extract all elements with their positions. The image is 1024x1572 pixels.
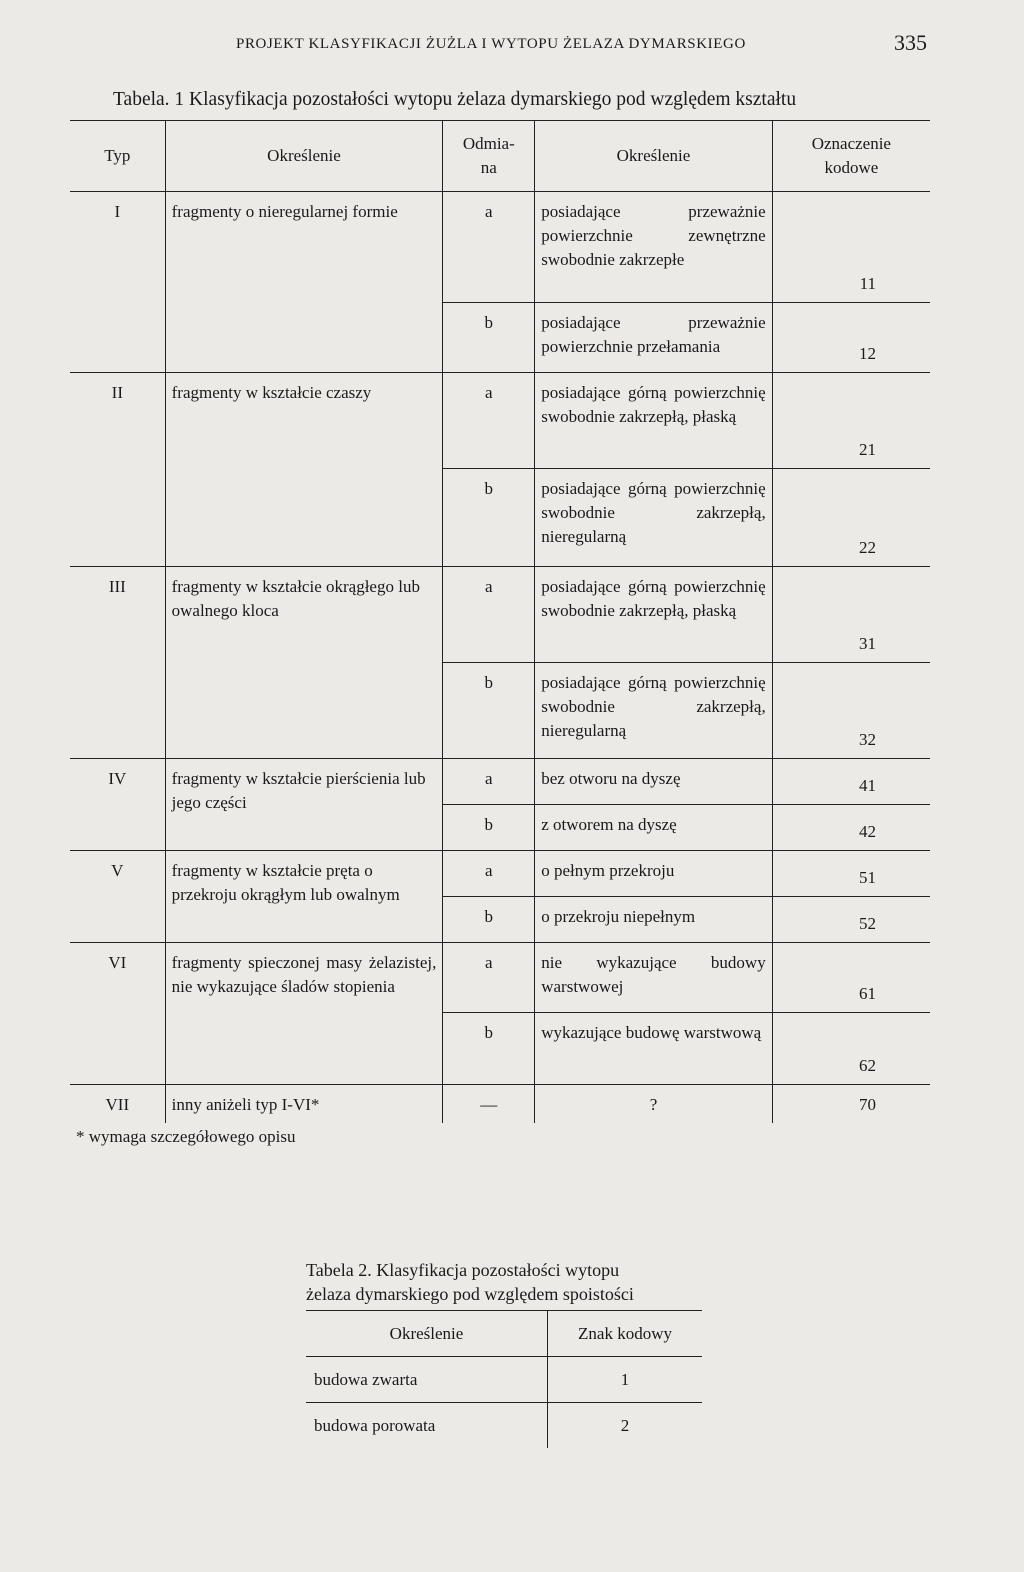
header-kod-line2: kodowe — [824, 158, 879, 177]
header-kod-line1: Oznaczenie — [811, 134, 891, 153]
cell-typ: V — [70, 851, 165, 943]
cell-opis: o przekroju niepełnym — [535, 897, 772, 943]
table2-caption — [306, 1258, 726, 1306]
table2-caption-line1: Tabela 2. Klasyfikacja pozostałości wytopu — [306, 1260, 620, 1280]
cell-okreslenie: fragmenty w kształcie czaszy — [165, 373, 443, 567]
header-odmiana-line2: na — [480, 158, 497, 177]
table2-caption-line2: żelaza dymarskiego pod względem spoistości — [306, 1284, 634, 1304]
header-odmiana — [443, 121, 535, 192]
table-row — [70, 943, 930, 1013]
cell-opis: posiadające górną powierzchnię swobodnie zakrzepłą, nieregularną — [535, 469, 772, 567]
cell-kod: 21 — [772, 373, 930, 469]
table2-header-row — [306, 1311, 702, 1357]
table1-footnote: * wymaga szczegółowego opisu — [76, 1127, 296, 1146]
cell-odmiana: — — [443, 1085, 535, 1124]
cell-odmiana: b — [443, 805, 535, 851]
cell-odmiana: b — [443, 663, 535, 759]
cell-okreslenie: fragmenty w kształcie pręta o przekroju okrągłym lub owalnym — [165, 851, 443, 943]
cell-odmiana: b — [443, 469, 535, 567]
page-number: 335 — [894, 30, 927, 55]
cell-typ: IV — [70, 759, 165, 851]
cell-typ: VI — [70, 943, 165, 1085]
cell-kod: 12 — [772, 303, 930, 373]
cell-opis: posiadające górną powierzchnię swobodnie zakrzepłą, płaską — [535, 373, 772, 469]
cell-kod: 52 — [772, 897, 930, 943]
cell-typ: III — [70, 567, 165, 759]
cell-kod: 31 — [772, 567, 930, 663]
cell-kod: 62 — [772, 1013, 930, 1085]
cell-kod: 41 — [772, 759, 930, 805]
cell-typ: I — [70, 192, 165, 373]
cell-odmiana: b — [443, 1013, 535, 1085]
cell-opis: wykazujące budowę warstwową — [535, 1013, 772, 1085]
cell-okreslenie: fragmenty spieczonej masy żelazistej, nie wykazujące śladów stopienia — [165, 943, 443, 1085]
table1-shape-classification — [70, 120, 930, 1123]
cell-okreslenie: fragmenty w kształcie pierścienia lub jego części — [165, 759, 443, 851]
header-typ: Typ — [70, 121, 165, 192]
cell-opis: o pełnym przekroju — [535, 851, 772, 897]
cell-okreslenie: fragmenty w kształcie okrągłego lub owalnego kloca — [165, 567, 443, 759]
table-row — [70, 851, 930, 897]
table-row — [70, 567, 930, 663]
cell-kod: 32 — [772, 663, 930, 759]
cell-kod: 22 — [772, 469, 930, 567]
table-row — [70, 373, 930, 469]
running-header: PROJEKT KLASYFIKACJI ŻUŻLA I WYTOPU ŻELAZA DYMARSKIEGO — [236, 36, 746, 52]
table1-caption: Tabela. 1 Klasyfikacja pozostałości wytopu żelaza dymarskiego pod względem kształtu — [113, 89, 797, 110]
cell-opis: ? — [535, 1085, 772, 1124]
cell-kod: 70 — [772, 1085, 930, 1124]
cell-odmiana: b — [443, 897, 535, 943]
cell-odmiana: a — [443, 373, 535, 469]
header-znak-kodowy: Znak kodowy — [548, 1311, 703, 1357]
cell-kod: 42 — [772, 805, 930, 851]
table-row — [70, 1085, 930, 1124]
table-row — [306, 1357, 702, 1403]
cell-opis: posiadające przeważnie powierzchnie przełamania — [535, 303, 772, 373]
header-okreslenie: Określenie — [306, 1311, 548, 1357]
cell-opis: bez otworu na dyszę — [535, 759, 772, 805]
table-row — [70, 759, 930, 805]
cell-opis: z otworem na dyszę — [535, 805, 772, 851]
cell-odmiana: a — [443, 567, 535, 663]
cell-znak: 1 — [548, 1357, 703, 1403]
header-kod — [772, 121, 930, 192]
cell-kod: 11 — [859, 274, 876, 293]
table2-cohesion-classification — [306, 1310, 702, 1448]
cell-opis: posiadające górną powierzchnię swobodnie zakrzepłą, płaską — [535, 567, 772, 663]
cell-typ: VII — [70, 1085, 165, 1124]
cell-okreslenie: inny aniżeli typ I-VI* — [165, 1085, 443, 1124]
cell-odmiana: a — [443, 192, 535, 303]
cell-odmiana: a — [443, 759, 535, 805]
header-odmiana-line1: Odmia- — [462, 134, 515, 153]
cell-okreslenie: fragmenty o nieregularnej formie — [165, 192, 443, 373]
cell-typ: II — [70, 373, 165, 567]
cell-odmiana: a — [443, 851, 535, 897]
cell-kod: 61 — [772, 943, 930, 1013]
cell-opis: posiadające przeważnie powierzchnie zewnętrzne swobodnie zakrzepłe — [535, 192, 772, 303]
table-row — [70, 192, 930, 303]
cell-odmiana: b — [443, 303, 535, 373]
table-row — [306, 1403, 702, 1449]
cell-opis: nie wykazujące budowy warstwowej — [535, 943, 772, 1013]
cell-okreslenie: budowa zwarta — [306, 1357, 548, 1403]
cell-znak: 2 — [620, 1415, 630, 1435]
header-okreslenie: Określenie — [165, 121, 443, 192]
cell-kod: 51 — [772, 851, 930, 897]
table1-header-row — [70, 121, 930, 192]
header-okreslenie-2: Określenie — [535, 121, 772, 192]
cell-opis: posiadające górną powierzchnię swobodnie zakrzepłą, nieregularną — [535, 663, 772, 759]
cell-okreslenie: budowa porowata — [306, 1403, 548, 1449]
cell-odmiana: a — [443, 943, 535, 1013]
